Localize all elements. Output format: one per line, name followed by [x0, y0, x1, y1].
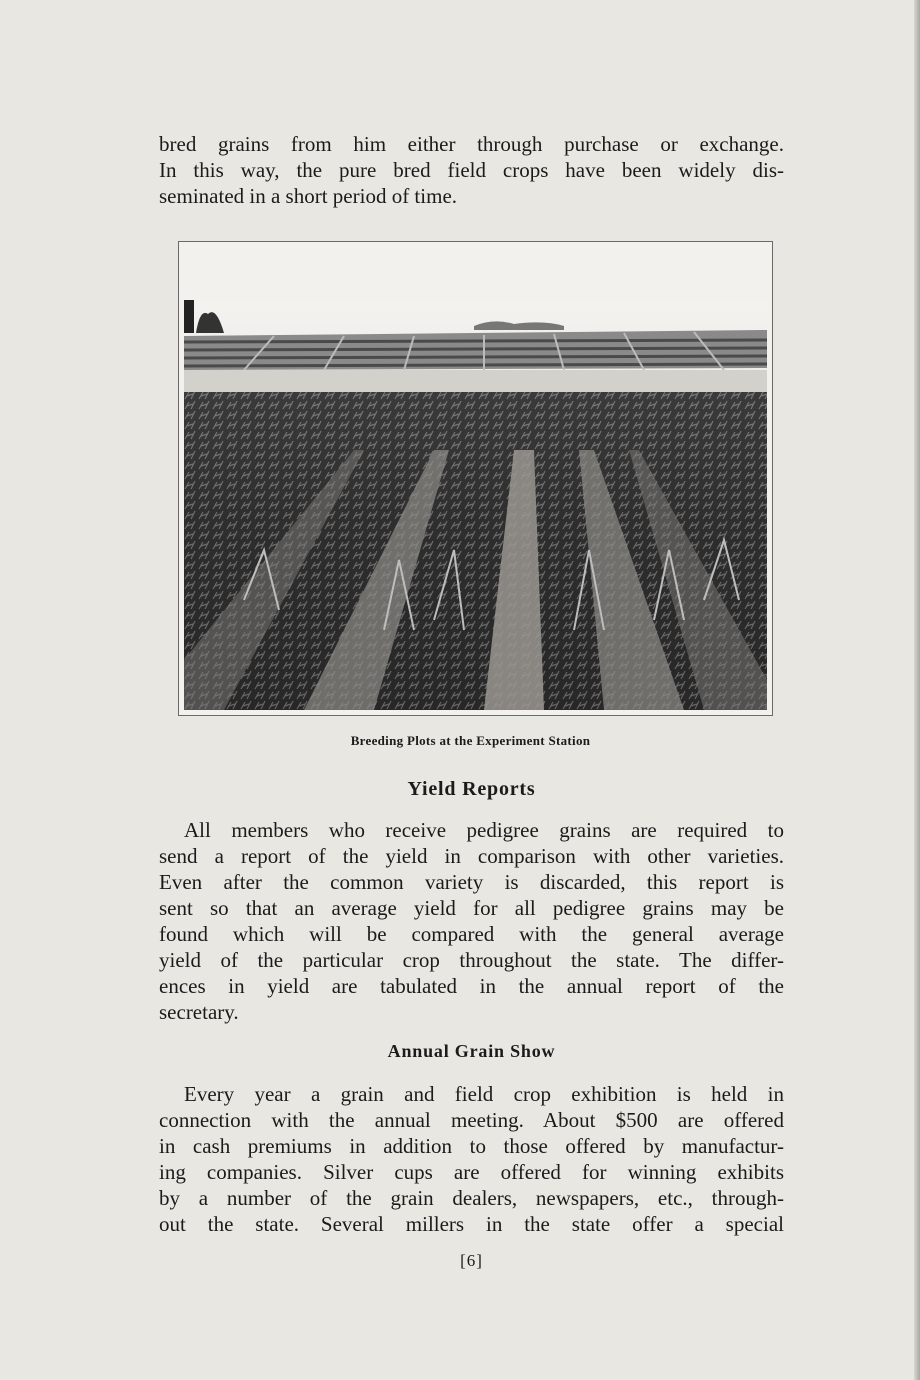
- section-heading-yield-reports: Yield Reports: [407, 778, 536, 800]
- text-line: out the state. Several millers in the state offer a special: [159, 1212, 784, 1236]
- field-photo: [184, 300, 767, 710]
- figure-caption: Breeding Plots at the Experiment Station: [350, 733, 591, 748]
- text-line: seminated in a short period of time.: [159, 184, 458, 208]
- text-line: yield of the particular crop throughout the state. The differ-: [159, 948, 784, 972]
- text-line: send a report of the yield in comparison with other varieties.: [159, 844, 784, 868]
- text-line: Every year a grain and field crop exhibition is held in: [184, 1082, 784, 1106]
- text-line: in cash premiums in addition to those offered by manufactur-: [159, 1134, 784, 1158]
- intro-paragraph: [159, 131, 784, 209]
- text-line: connection with the annual meeting. About $500 are offered: [159, 1108, 784, 1132]
- text-line: secretary.: [159, 1000, 239, 1024]
- grain-show-paragraph: [159, 1081, 784, 1237]
- yield-reports-paragraph: [159, 817, 784, 1025]
- text-line: bred grains from him either through purchase or exchange.: [159, 132, 784, 156]
- text-line: Even after the common variety is discarded, this report is: [159, 870, 784, 894]
- text-line: ing companies. Silver cups are offered for winning exhibits: [159, 1160, 784, 1184]
- text-line: by a number of the grain dealers, newspapers, etc., through-: [159, 1186, 784, 1210]
- text-line: sent so that an average yield for all pedigree grains may be: [159, 896, 784, 920]
- text-line: ences in yield are tabulated in the annual report of the: [159, 974, 784, 998]
- page-number: [6]: [460, 1251, 483, 1270]
- section-heading-annual-grain-show: Annual Grain Show: [387, 1041, 556, 1061]
- photo-frame: [178, 241, 773, 716]
- text-line: All members who receive pedigree grains are required to: [184, 818, 784, 842]
- page-edge: [914, 0, 920, 1380]
- text-line: In this way, the pure bred field crops have been widely dis-: [159, 158, 784, 182]
- text-line: found which will be compared with the general average: [159, 922, 784, 946]
